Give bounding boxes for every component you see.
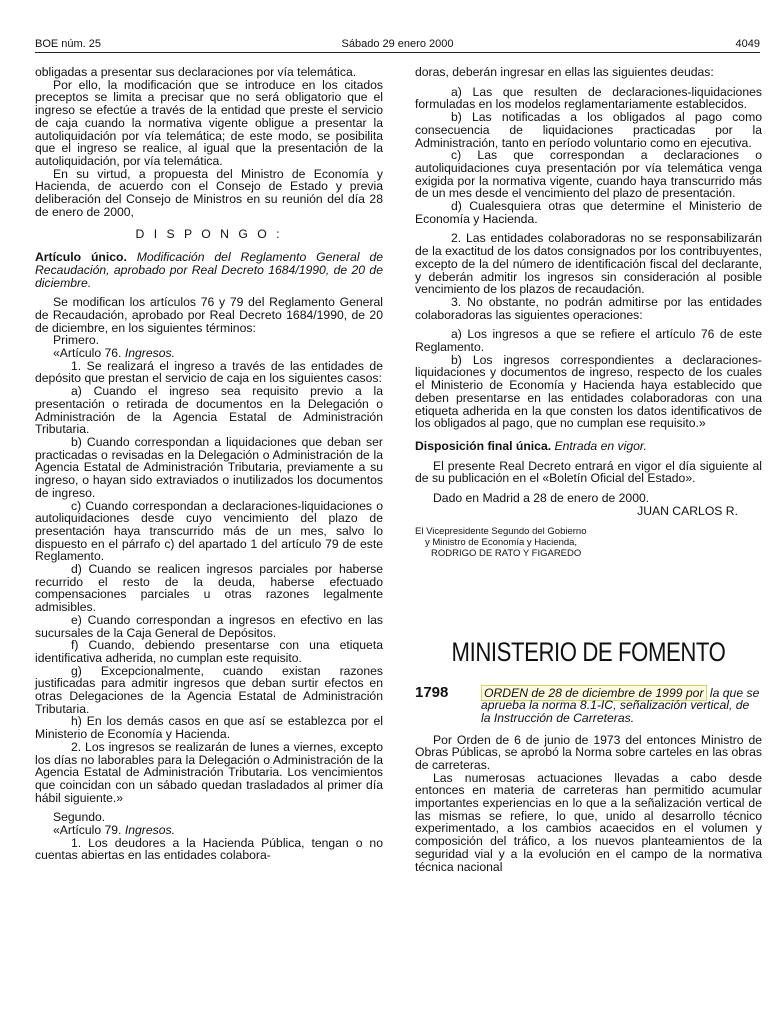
list-item: b) Cuando correspondan a liquidaciones que deban ser practicadas o revisadas en la Delegación o Administración de la Agencia Estatal de Administración Tributaria, previamente a su ingreso, o hayan sido extraviados o inutilizados los documentos de ingreso. bbox=[35, 434, 383, 500]
paragraph: En su virtud, a propuesta del Ministro de Economía y Hacienda, de acuerdo con el Consejo de Estado y previa deliberación del Consejo de Ministros en su reunión del día 28 de enero de 2000, bbox=[35, 166, 383, 219]
signature-name: RODRIGO DE RATO Y FIGAREDO bbox=[431, 547, 582, 559]
highlighted-text[interactable]: ORDEN de 28 de diciembre de 1999 por bbox=[481, 685, 707, 701]
publication-date: Sábado 29 enero 2000 bbox=[341, 38, 454, 50]
list-item: c) Cuando correspondan a declaraciones-liquidaciones o autoliquidaciones desde cuyo vencimiento del plazo de presentación haya transcurrido más de un mes, salvo lo dispuesto en el párrafo c) del apartado 1 del artículo 79 de este Reglamento. bbox=[35, 498, 383, 564]
section-label: Segundo. bbox=[53, 810, 106, 825]
section-label: Primero. bbox=[53, 333, 100, 348]
disposition-title: Entrada en vigor. bbox=[554, 438, 647, 453]
list-item: d) Cuando se realicen ingresos parciales por haberse recurrido el resto de la deuda, haberse efectuado compensaciones parciales u otras razones legalmente admisibles. bbox=[35, 562, 383, 615]
minister-signature bbox=[415, 526, 762, 559]
paragraph: El presente Real Decreto entrará en vigor el día siguiente al de su publicación en el «Boletín Oficial del Estado». bbox=[415, 458, 762, 486]
article-79-label: «Artículo 79. bbox=[53, 823, 122, 838]
ministry-heading: MINISTERIO DE FOMENTO bbox=[451, 636, 726, 667]
article-76-title: Ingresos. bbox=[124, 346, 175, 361]
paragraph: Por Orden de 6 de junio de 1973 del entonces Ministro de Obras Públicas, se aprobó la Norma sobre carteles en las obras de carreteras. bbox=[415, 732, 762, 772]
journal-issue: BOE núm. 25 bbox=[35, 38, 102, 50]
article-76-heading bbox=[35, 347, 383, 360]
list-item: f) Cuando, debiendo presentarse con una etiqueta identificativa adherida, no cumplan este requisito. bbox=[35, 638, 383, 665]
order-title bbox=[481, 687, 762, 725]
left-column bbox=[35, 66, 383, 862]
list-item: a) Cuando el ingreso sea requisito previo a la presentación o retirada de documentos en la Delegación o Administración de la Agencia Estatal de Administración Tributaria. bbox=[35, 384, 383, 437]
paragraph: Por ello, la modificación que se introduce en los citados preceptos se limita a precisar que no será obligatorio que el ingreso se efectúe a través de la entidad que preste el servicio de caja cuando la normativa vigente obligue a presentar la autoliquidación por vía telemática; de este modo, se posibilita que el ingreso se realice, al igual que la presentación de la autoliquidación, por vía telemática. bbox=[35, 77, 383, 168]
list-item: b) Las notificadas a los obligados al pago como consecuencia de liquidaciones practicadas por la Administración, tanto en período voluntario como en ejecutiva. bbox=[415, 110, 762, 150]
disposition-label: Disposición final única. bbox=[415, 438, 552, 453]
article-label: Artículo único. bbox=[35, 250, 127, 265]
list-item: d) Cualesquiera otras que determine el Ministerio de Economía y Hacienda. bbox=[415, 199, 762, 226]
paragraph: 3. No obstante, no podrán admitirse por las entidades colaboradoras las siguientes operaciones: bbox=[415, 294, 762, 322]
order-title-rest: la que se aprueba la norma 8.1-IC, señalización vertical, de la Instrucción de Carreteras. bbox=[481, 685, 760, 725]
paragraph: 2. Las entidades colaboradoras no se responsabilizarán de la exactitud de los datos consignados por los contribuyentes, excepto de la del número de identificación fiscal del declarante, y deberán admitir los ingresos sin consideración al posible vencimiento de los plazos de recaudación. bbox=[415, 231, 762, 297]
article-title: Modificación del Reglamento General de Recaudación, aprobado por Real Decreto 1684/1990, de 20 de diciembre. bbox=[35, 250, 384, 290]
order-number: 1798 bbox=[415, 683, 449, 701]
signature-line: El Vicepresidente Segundo del Gobierno bbox=[415, 525, 587, 537]
paragraph: 1. Los deudores a la Hacienda Pública, tengan o no cuentas abiertas en las entidades colabora- bbox=[35, 835, 383, 863]
page-header bbox=[35, 38, 760, 53]
paragraph: Las numerosas actuaciones llevadas a cabo desde entonces en materia de carreteras han permitido acumular importantes experiencias en lo que a la señalización vertical de las mismas se refiere, lo que, unido al desarrollo técnico experimentado, a los cambios acaecidos en el volumen y composición del tráfico, a los nuevos planteamientos de la seguridad vial y a la evolución en el campo de la normativa técnica nacional bbox=[415, 770, 762, 874]
article-79-heading bbox=[35, 824, 383, 837]
list-item: a) Las que resulten de declaraciones-liquidaciones formuladas en los modelos reglamentariamente establecidos. bbox=[415, 84, 762, 112]
list-item: b) Los ingresos correspondientes a declaraciones-liquidaciones y documentos de ingreso, respecto de los cuales el Ministerio de Economía y Hacienda haya establecido que deben presentarse en las entidades colaboradoras con una etiqueta adherida en la que consten los datos identificativos de los obligados al pago, que no cumplan ese requisito.» bbox=[415, 352, 762, 431]
order-entry bbox=[415, 683, 762, 727]
dispongo-heading: D I S P O N G O : bbox=[135, 227, 283, 242]
list-item: h) En los demás casos en que así se establezca por el Ministerio de Economía y Hacienda. bbox=[35, 714, 383, 742]
list-item: e) Cuando correspondan a ingresos en efectivo en las sucursales de la Caja General de Depósitos. bbox=[35, 612, 383, 640]
list-item: a) Los ingresos a que se refiere el artículo 76 de este Reglamento. bbox=[415, 327, 762, 355]
king-signature: JUAN CARLOS R. bbox=[637, 503, 738, 518]
disposition-heading bbox=[415, 440, 762, 453]
article-heading bbox=[35, 251, 383, 289]
paragraph: Se modifican los artículos 76 y 79 del Reglamento General de Recaudación, aprobado por Real Decreto 1684/1990, de 20 de diciembre, en los siguientes términos: bbox=[35, 295, 383, 335]
article-79-title: Ingresos. bbox=[124, 823, 175, 838]
paragraph: obligadas a presentar sus declaraciones por vía telemática. bbox=[35, 65, 357, 79]
paragraph: 1. Se realizará el ingreso a través de las entidades de depósito que prestan el servicio de caja en los siguientes casos: bbox=[35, 358, 383, 386]
paragraph: 2. Los ingresos se realizarán de lunes a viernes, excepto los días no laborables para la Delegación o Administración de la Agencia Estatal de Administración Tributaria. Los vencimientos que coincidan con un sábado quedan trasladados al primer día hábil siguiente.» bbox=[35, 739, 383, 805]
right-column bbox=[415, 66, 762, 873]
list-item: c) Las que correspondan a declaraciones o autoliquidaciones cuya presentación por vía telemática venga exigida por la normativa vigente, cuando haya transcurrido más de un mes desde el vencimiento del plazo de presentación. bbox=[415, 148, 762, 201]
date-line: Dado en Madrid a 28 de enero de 2000. bbox=[433, 491, 650, 506]
list-item: g) Excepcionalmente, cuando existan razones justificadas para admitir ingresos que deban surtir efectos en otras Delegaciones de la Agencia Estatal de Administración Tributaria. bbox=[35, 663, 383, 716]
paragraph: doras, deberán ingresar en ellas las siguientes deudas: bbox=[415, 65, 714, 79]
page-number: 4049 bbox=[735, 38, 760, 50]
article-76-label: «Artículo 76. bbox=[53, 346, 122, 361]
signature-line: y Ministro de Economía y Hacienda, bbox=[425, 536, 578, 548]
